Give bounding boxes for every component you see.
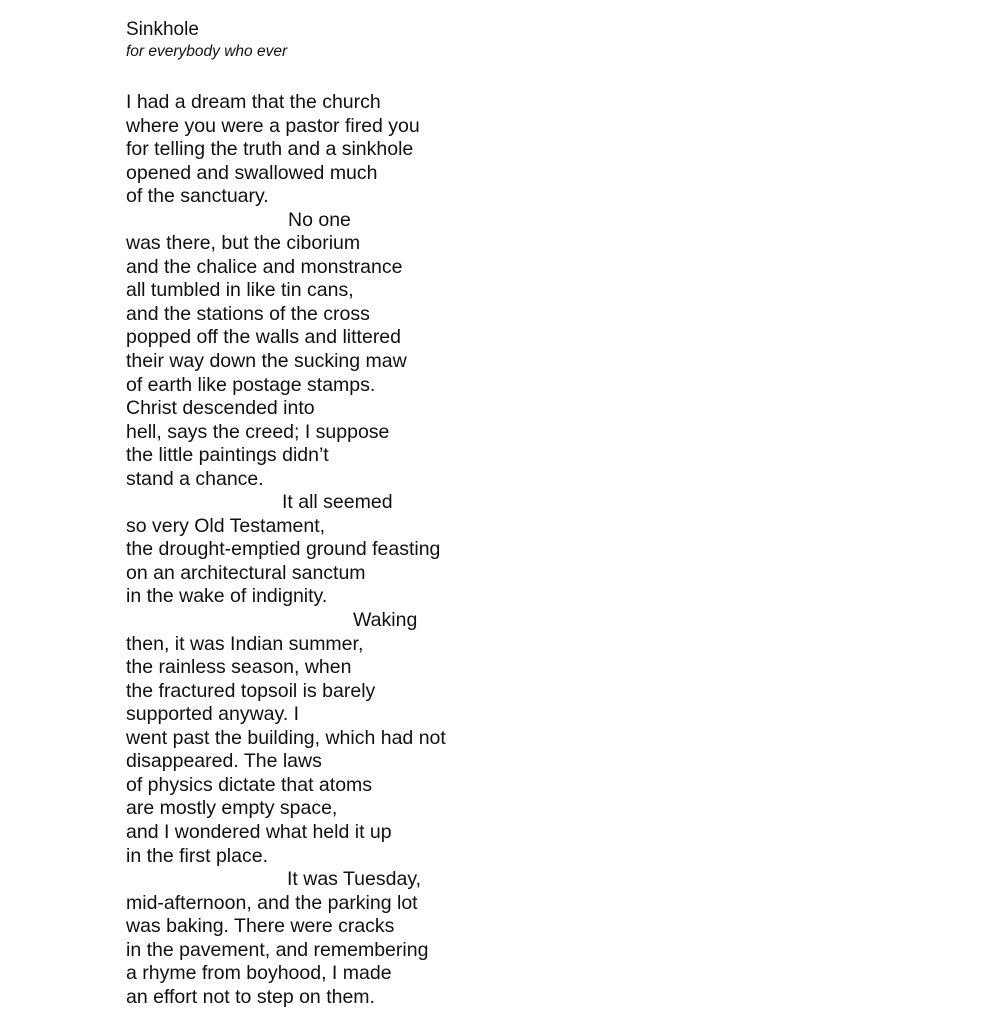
- poem-line: an effort not to step on them.: [126, 985, 375, 1008]
- poem-line: and I wondered what held it up: [126, 820, 392, 843]
- poem-title: Sinkhole: [126, 19, 199, 40]
- poem-line: are mostly empty space,: [126, 797, 338, 820]
- poem-line: of physics dictate that atoms: [126, 773, 373, 796]
- poem-line: stand a chance.: [126, 467, 264, 490]
- poem-line: for telling the truth and a sinkhole: [126, 138, 414, 161]
- poem-line: a rhyme from boyhood, I made: [126, 962, 392, 985]
- poem-line: on an architectural sanctum: [126, 561, 366, 584]
- poem-line: popped off the walls and littered: [126, 326, 401, 349]
- poem-line: in the pavement, and remembering: [126, 938, 429, 961]
- poem-line: supported anyway. I: [126, 703, 300, 726]
- poem-line: and the chalice and monstrance: [126, 255, 403, 278]
- poem-line: where you were a pastor fired you: [126, 114, 420, 137]
- poem-line: then, it was Indian summer,: [126, 632, 364, 655]
- poem-body: [126, 91, 946, 1009]
- poem-line: their way down the sucking maw: [126, 350, 407, 373]
- poem-line: was there, but the ciborium: [126, 232, 361, 255]
- poem-line: No one: [288, 208, 351, 231]
- poem-line: It was Tuesday,: [287, 868, 422, 891]
- poem-line: hell, says the creed; I suppose: [126, 420, 390, 443]
- poem-line: of earth like postage stamps.: [126, 373, 376, 396]
- poem-line: was baking. There were cracks: [126, 915, 395, 938]
- poem-line: went past the building, which had not: [126, 726, 446, 749]
- poem-line: and the stations of the cross: [126, 302, 370, 325]
- poem-line: I had a dream that the church: [126, 91, 381, 113]
- poem-line: so very Old Testament,: [126, 514, 326, 537]
- poem-line: It all seemed: [282, 491, 393, 514]
- poem-line: Christ descended into: [126, 397, 315, 420]
- poem-line: in the wake of indignity.: [126, 585, 328, 608]
- poem-line: disappeared. The laws: [126, 750, 322, 773]
- poem-line: mid-afternoon, and the parking lot: [126, 891, 418, 914]
- poem-line: opened and swallowed much: [126, 161, 378, 184]
- poem-dedication: for everybody who ever: [126, 43, 288, 60]
- poem-line: Waking: [353, 609, 418, 632]
- poem-line: of the sanctuary.: [126, 185, 269, 208]
- poem-line: in the first place.: [126, 844, 268, 867]
- poem-line: the little paintings didn’t: [126, 444, 329, 467]
- poem: [126, 19, 946, 1009]
- poem-line: all tumbled in like tin cans,: [126, 279, 354, 302]
- poem-line: the fractured topsoil is barely: [126, 679, 376, 702]
- poem-line: the rainless season, when: [126, 656, 352, 679]
- poem-line: the drought-emptied ground feasting: [126, 538, 441, 561]
